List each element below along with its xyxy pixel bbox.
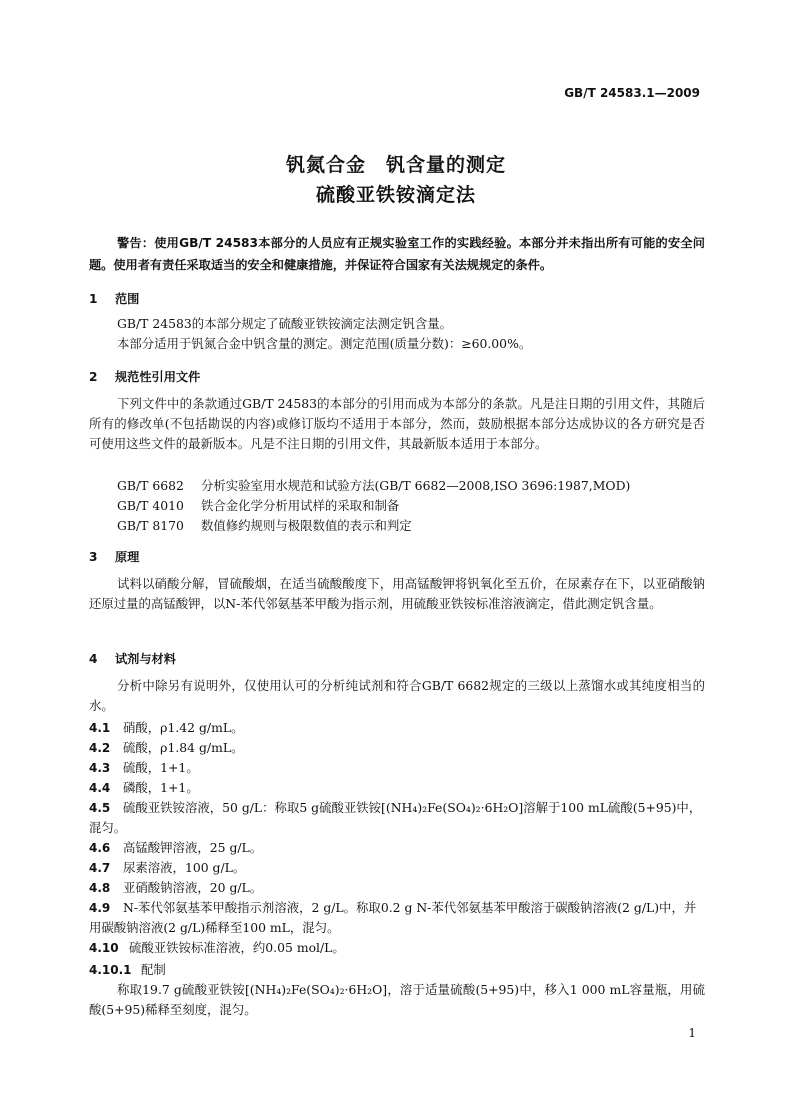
section-1-heading [89,290,139,307]
item-number: 4.9 [89,901,111,915]
section-title: 范围 [115,292,140,306]
section-2-heading [89,368,200,385]
reference-code: GB/T 6682 [117,478,184,493]
item-text: 磷酸，1+1。 [123,780,199,795]
reagent-item [89,798,705,838]
section-4-p1: 分析中除另有说明外，仅使用认可的分析纯试剂和符合GB/T 6682规定的三级以上蒸馏水或其纯度相当的水。 [89,678,705,713]
section-title: 规范性引用文件 [115,370,201,384]
reference-3 [117,516,412,534]
item-number: 4.7 [89,861,111,875]
warning-paragraph: 警告：使用GB/T 24583本部分的人员应有正规实验室工作的实践经验。本部分并未指出所有可能的安全问题。使用者有责任采取适当的安全和健康措施，并保证符合国家有关法规规定的条件。 [89,236,705,272]
section-1-p2: 本部分适用于钒氮合金中钒含量的测定。测定范围(质量分数)：≥60.00%。 [117,336,532,351]
reagent-item [89,838,705,858]
reagent-item [89,938,705,958]
section-2-p1: 下列文件中的条款通过GB/T 24583的本部分的引用而成为本部分的条款。凡是注日期的引用文件，其随后所有的修改单(不包括勘误的内容)或修订版均不适用于本部分，然而，鼓励根据本部分达成协议的各方研究是否可使用这些文件的最新版本。凡是不注日期的引用文件，其最新版本适用于本部分。 [89,396,705,451]
item-number: 4.8 [89,881,111,895]
reagent-item [89,718,705,738]
section-3-heading [89,548,139,565]
item-number: 4.10.1 [89,963,132,977]
reference-code: GB/T 8170 [117,518,184,533]
item-number: 4.5 [89,801,111,815]
reagent-item [89,898,705,938]
item-text: 硝酸，ρ1.42 g/mL。 [123,720,244,735]
item-text: 高锰酸钾溶液，25 g/L。 [123,840,263,855]
section-title: 原理 [115,550,140,564]
item-number: 4.10 [89,941,119,955]
item-text: 硫酸亚铁铵标准溶液，约0.05 mol/L。 [129,940,345,955]
title-line-2: 硫酸亚铁铵滴定法 [315,184,476,206]
section-1-p1: GB/T 24583的本部分规定了硫酸亚铁铵滴定法测定钒含量。 [117,316,453,331]
item-text: 尿素溶液，100 g/L。 [123,860,246,875]
section-number: 4 [89,652,98,666]
section-number: 3 [89,550,98,564]
section-3-p1: 试料以硝酸分解，冒硫酸烟，在适当硫酸酸度下，用高锰酸钾将钒氧化至五价，在尿素存在下，以亚硝酸钠还原过量的高锰酸钾，以N-苯代邻氨基苯甲酸为指示剂，用硫酸亚铁铵标准溶液滴定，借此测定钒含量。 [89,576,705,611]
title-line-1: 钒氮合金 钒含量的测定 [285,154,506,176]
section-number: 1 [89,292,98,306]
item-text: N-苯代邻氨基苯甲酸指示剂溶液，2 g/L。称取0.2 g N-苯代邻氨基苯甲酸溶于碳酸钠溶液(2 g/L)中，并用碳酸钠溶液(2 g/L)稀释至100 mL，混匀。 [89,900,697,935]
reagent-item [89,738,705,758]
reagent-item [89,960,705,980]
item-number: 4.6 [89,841,111,855]
item-text: 亚硝酸钠溶液，20 g/L。 [123,880,263,895]
reference-title: 数值修约规则与极限数值的表示和判定 [201,518,412,533]
item-text: 硫酸亚铁铵溶液，50 g/L：称取5 g硫酸亚铁铵[(NH₄)₂Fe(SO₄)₂·6H₂O]溶解于100 mL硫酸(5+95)中，混匀。 [89,800,702,835]
reagent-item [89,878,705,898]
item-number: 4.2 [89,741,111,755]
section-4-final-paragraph: 称取19.7 g硫酸亚铁铵[(NH₄)₂Fe(SO₄)₂·6H₂O]，溶于适量硫酸(5+95)中，移入1 000 mL容量瓶，用硫酸(5+95)稀释至刻度，混匀。 [89,982,705,1017]
reference-title: 铁合金化学分析用试样的采取和制备 [201,498,400,513]
standard-code: GB/T 24583.1—2009 [564,86,700,100]
item-text: 硫酸，ρ1.84 g/mL。 [123,740,244,755]
reference-title: 分析实验室用水规范和试验方法(GB/T 6682—2008,ISO 3696:1987,MOD) [201,478,631,493]
reference-2 [117,496,399,514]
section-title: 试剂与材料 [115,652,176,666]
item-number: 4.1 [89,721,111,735]
reagent-item [89,758,705,778]
item-number: 4.4 [89,781,111,795]
reference-code: GB/T 4010 [117,498,184,513]
reagent-item [89,858,705,878]
section-4-heading [89,650,176,667]
item-text: 配制 [141,962,166,977]
section-number: 2 [89,370,98,384]
reagent-item [89,778,705,798]
item-text: 硫酸，1+1。 [123,760,199,775]
reference-1 [117,476,630,494]
page-number: 1 [688,1026,696,1040]
item-number: 4.3 [89,761,111,775]
